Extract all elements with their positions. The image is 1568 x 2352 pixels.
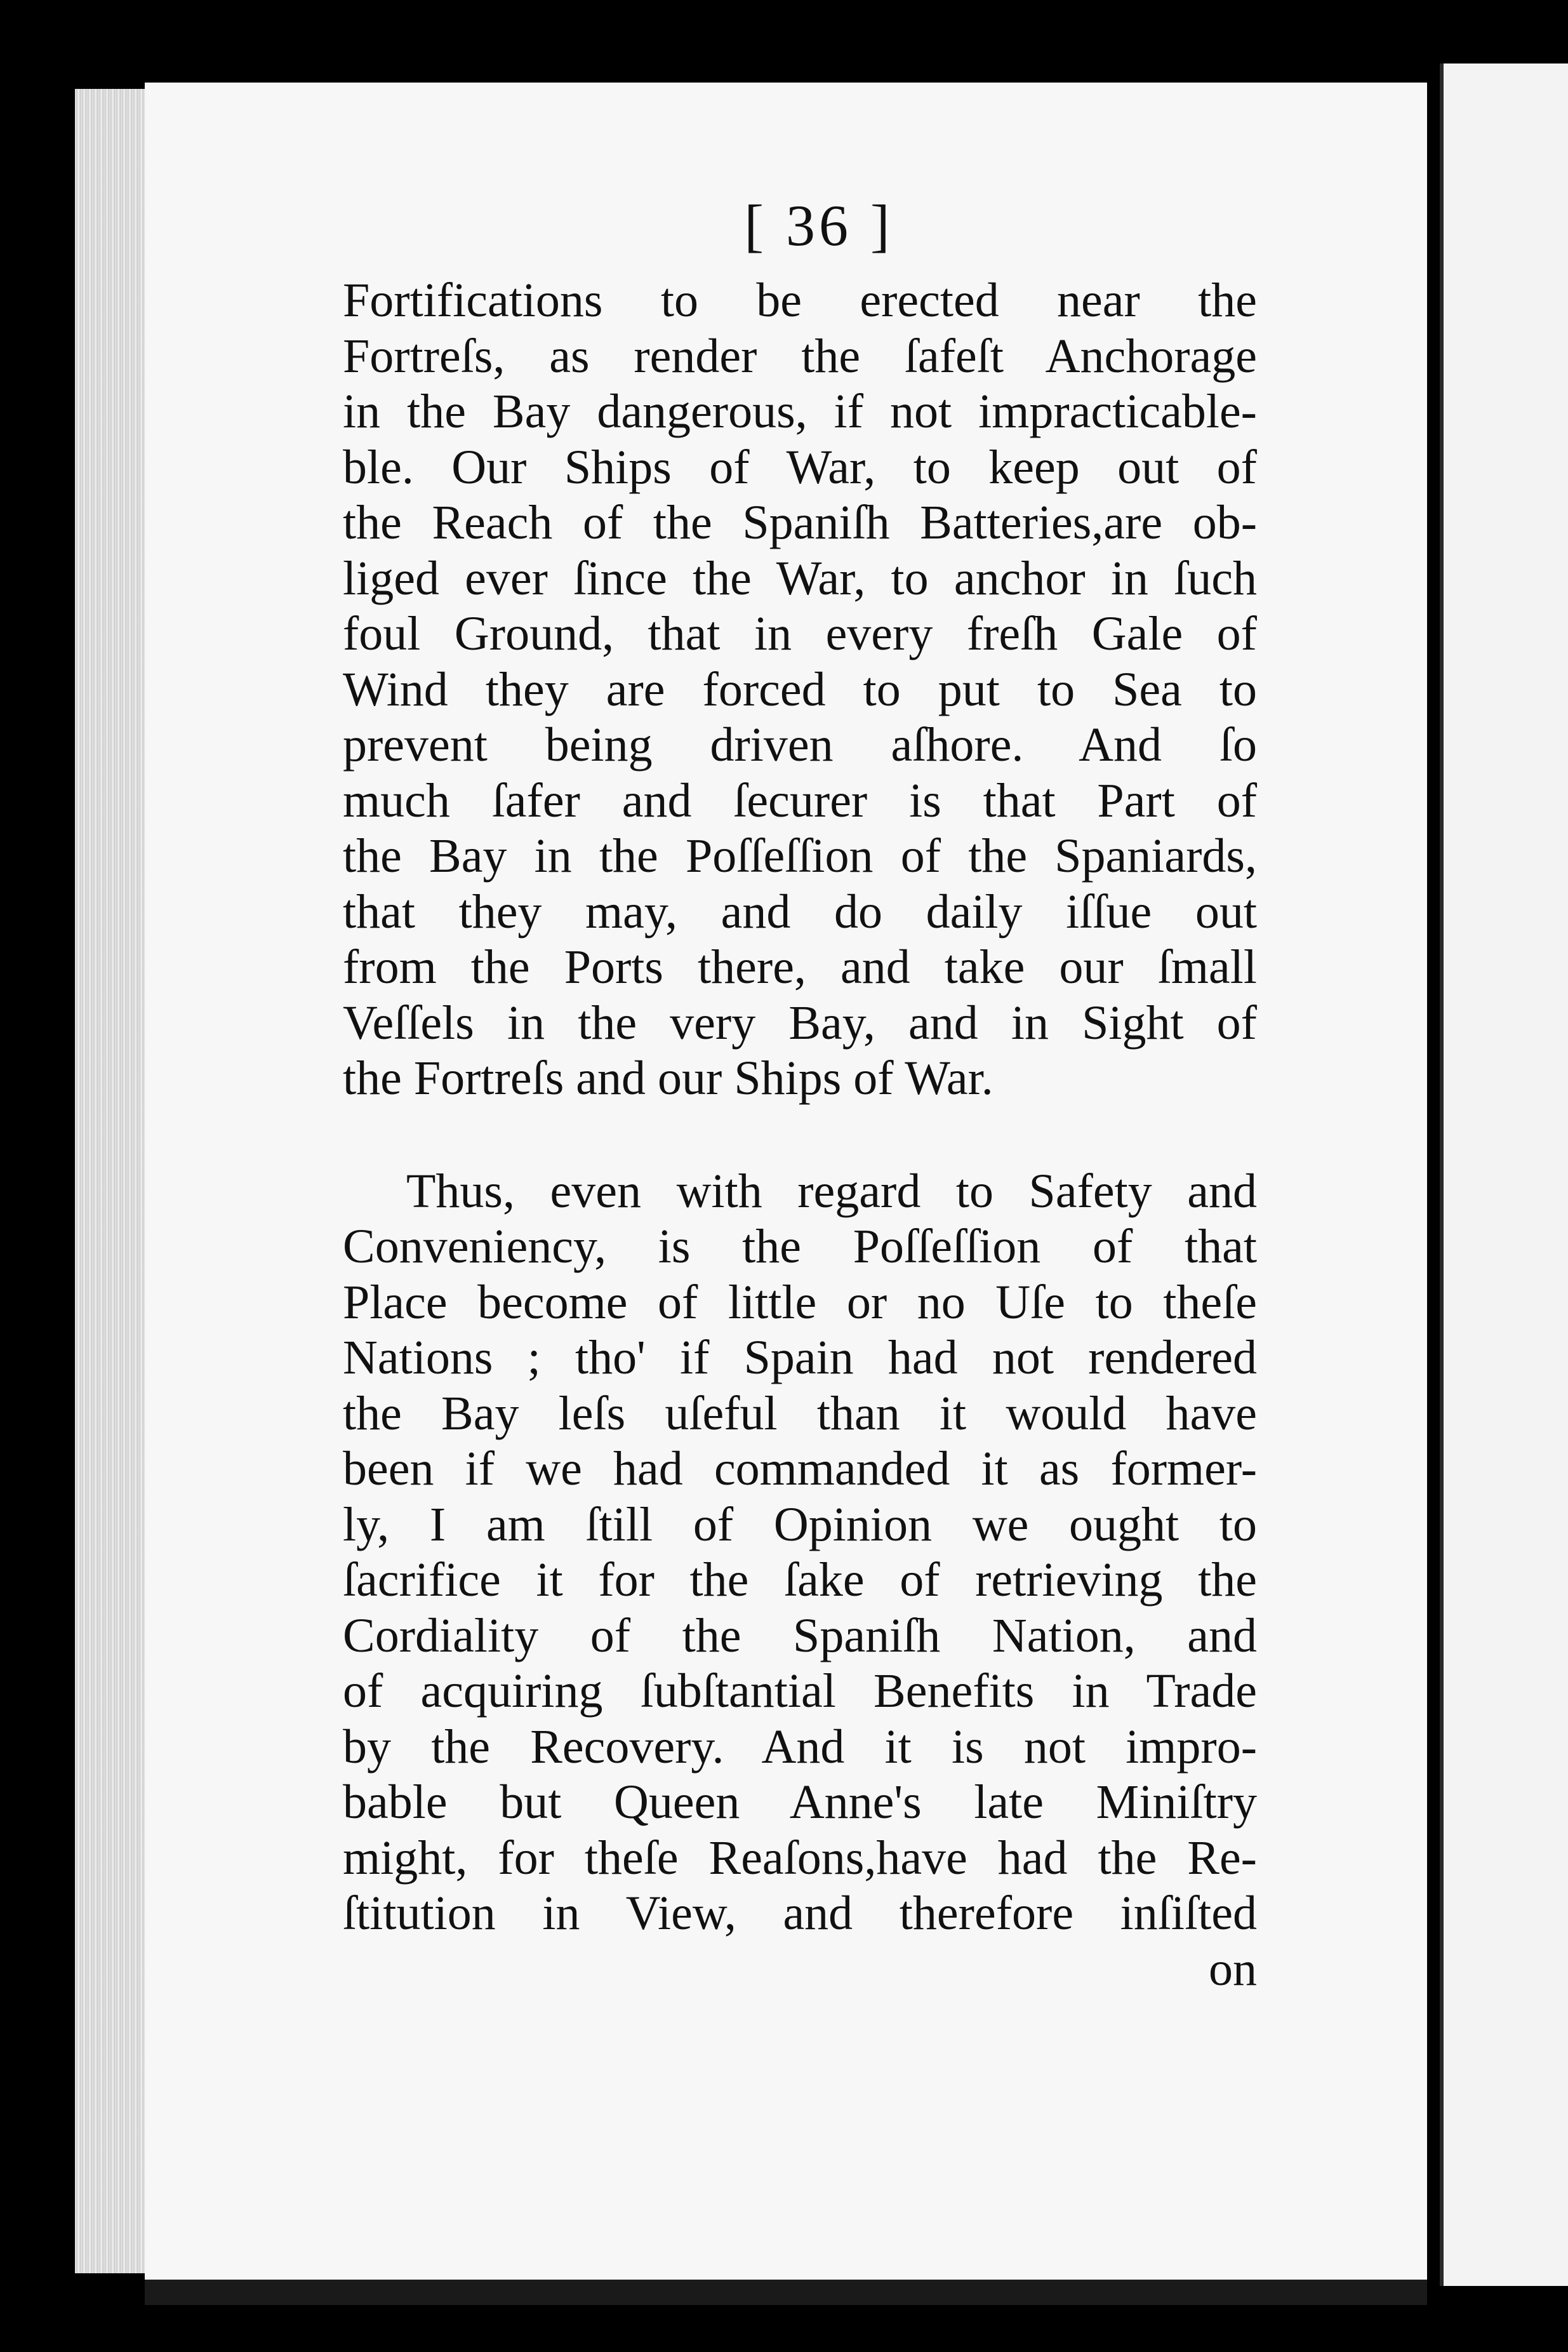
text-line: ſtitution in View, and therefore inſiſted xyxy=(343,1887,1257,1940)
text-line: that they may, and do daily iſſue out xyxy=(343,885,1257,939)
text-line: been if we had commanded it as former- xyxy=(343,1442,1257,1495)
text-line: might, for theſe Reaſons,have had the Re- xyxy=(343,1831,1257,1885)
paragraph-1 xyxy=(343,273,1257,1107)
text-line: Veſſels in the very Bay, and in Sight of xyxy=(343,996,1257,1050)
text-line: Thus, even with regard to Safety and xyxy=(406,1164,1257,1218)
text-line: prevent being driven aſhore. And ſo xyxy=(343,718,1257,772)
text-line: of acquiring ſubſtantial Benefits in Trade xyxy=(343,1664,1257,1718)
text-line: Place become of little or no Uſe to theſe xyxy=(343,1275,1257,1329)
text-line: in the Bay dangerous, if not impracticable- xyxy=(343,385,1257,438)
text-line: foul Ground, that in every freſh Gale of xyxy=(343,607,1257,660)
page-number: [ 36 ] xyxy=(744,193,894,258)
text-line: Conveniency, is the Poſſeſſion of that xyxy=(343,1220,1257,1273)
text-line: the Bay leſs uſeful than it would have xyxy=(343,1386,1257,1440)
text-block xyxy=(343,190,1257,1997)
text-line: the Reach of the Spaniſh Batteries,are ob- xyxy=(343,496,1257,549)
text-line: Wind they are forced to put to Sea to xyxy=(343,662,1257,716)
text-line: the Fortreſs and our Ships of War. xyxy=(343,1052,993,1105)
text-line: ſacrifice it for the ſake of retrieving the xyxy=(343,1553,1257,1607)
paragraph-2 xyxy=(343,1164,1257,1942)
page-bottom-shadow xyxy=(145,2280,1427,2305)
text-line: from the Ports there, and take our ſmall xyxy=(343,940,1257,994)
text-line: ly, I am ſtill of Opinion we ought to xyxy=(343,1497,1257,1551)
text-line: Cordiality of the Spaniſh Nation, and xyxy=(343,1608,1257,1662)
page-edges-left xyxy=(75,89,151,2273)
text-line: much ſafer and ſecurer is that Part of xyxy=(343,773,1257,827)
text-line: ble. Our Ships of War, to keep out of xyxy=(343,440,1257,494)
paragraph-gap xyxy=(343,1107,1257,1164)
text-line: Fortreſs, as render the ſafeſt Anchorage xyxy=(343,329,1257,383)
text-line: Nations ; tho' if Spain had not rendered xyxy=(343,1331,1257,1384)
text-line: liged ever ſince the War, to anchor in ſuch xyxy=(343,551,1257,605)
text-line: by the Recovery. And it is not impro- xyxy=(343,1720,1257,1774)
text-line: the Bay in the Poſſeſſion of the Spaniards, xyxy=(343,829,1257,883)
catchword: on xyxy=(1209,1942,1257,1996)
text-line: Fortifications to be erected near the xyxy=(343,274,1257,327)
facing-page-edge xyxy=(1440,63,1568,2286)
text-line: bable but Queen Anne's late Miniſtry xyxy=(343,1775,1257,1829)
